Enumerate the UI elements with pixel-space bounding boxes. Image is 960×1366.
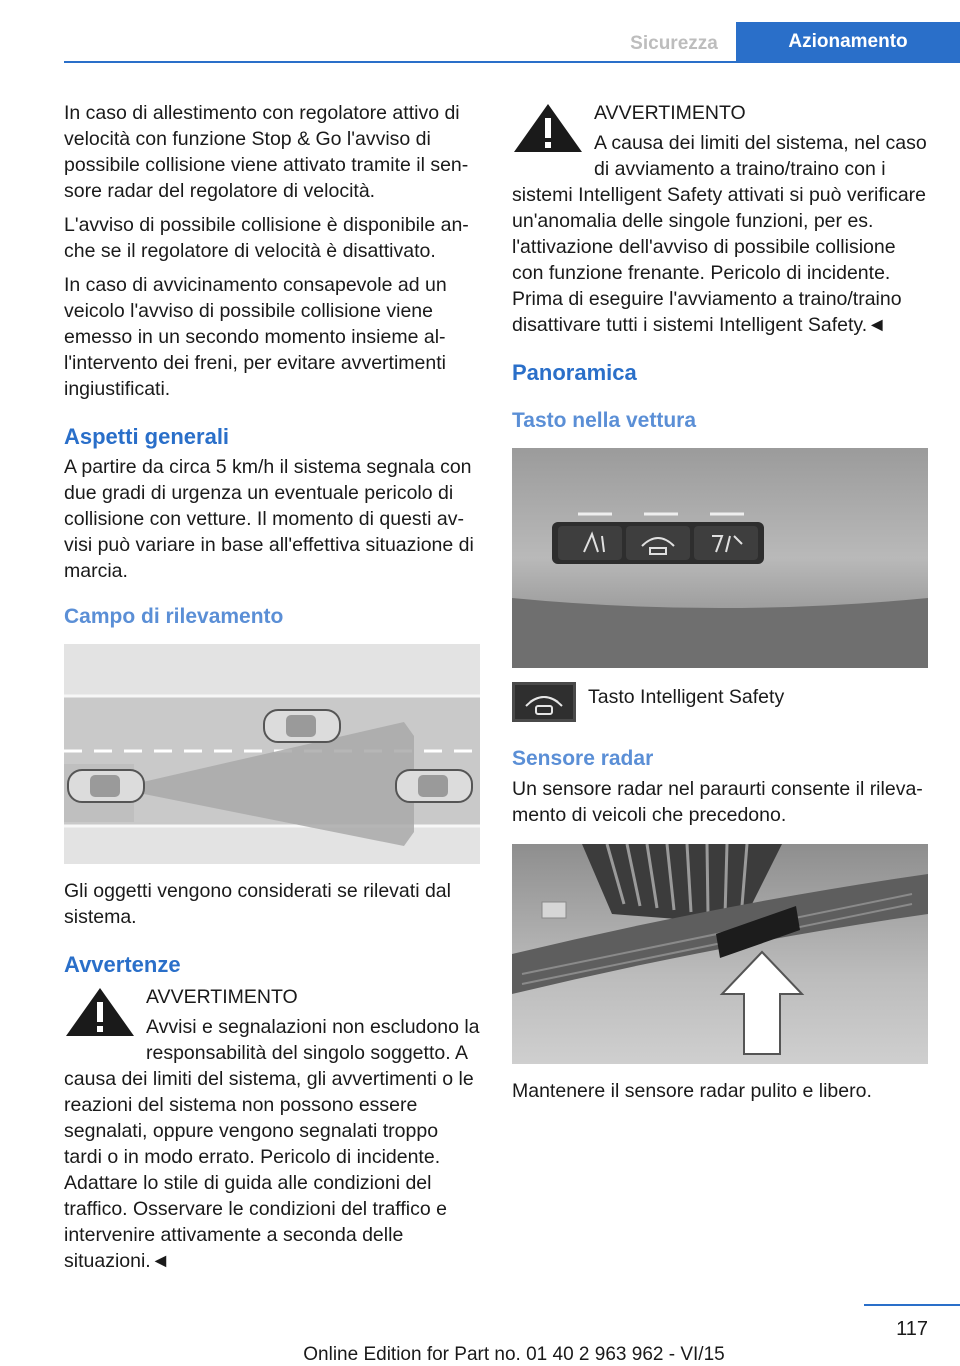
warning-block bbox=[64, 984, 480, 1274]
tasto-caption: Tasto Intelligent Safety bbox=[588, 686, 785, 708]
warning-block bbox=[512, 100, 928, 338]
page-number: 117 bbox=[896, 1318, 928, 1340]
warning-title: AVVERTIMENTO bbox=[594, 102, 746, 124]
sensore-paragraph: Un sensore radar nel paraurti consente il rilevamento di veicoli che precedono. bbox=[512, 778, 923, 826]
sensore-caption: Mantenere il sensore radar pulito e libero. bbox=[512, 1080, 872, 1102]
right-column bbox=[512, 100, 928, 1112]
warning-title: AVVERTIMENTO bbox=[146, 986, 298, 1008]
aspetti-paragraph: A partire da circa 5 km/h il sistema segnala con due gradi di urgenza un eventuale pericolo di collisione con vetture. Il momento di questi avvisi può variare in base all'effettiva situazione di marcia. bbox=[64, 456, 474, 582]
warning-text: A causa dei limiti del sistema, nel caso di avviamento a traino/traino con i sistemi Intelligent Safety attivati si può verificare un'anomalia delle singole funzioni, per es. l'attivazione dell'avviso di possibile collisione con funzione frenante. Pericolo di incidente. Prima di eseguire l'avviamento a traino/traino disattivare tutti i sistemi Intelligent Safety.◄ bbox=[512, 132, 927, 336]
radar-sensor-photo bbox=[512, 844, 928, 1064]
intro-paragraph: L'avviso di possibile collisione è disponibile anche se il regolatore di velocità è disattivato. bbox=[64, 214, 469, 262]
heading-panoramica: Panoramica bbox=[512, 360, 637, 385]
detection-range-figure bbox=[64, 644, 480, 864]
heading-avvertenze: Avvertenze bbox=[64, 952, 181, 977]
car-left bbox=[68, 770, 144, 802]
heading-aspetti-generali: Aspetti generali bbox=[64, 424, 230, 449]
heading-sensore-radar: Sensore radar bbox=[512, 747, 654, 770]
car-front bbox=[264, 710, 340, 742]
car-own bbox=[396, 770, 472, 802]
campo-caption: Gli oggetti vengono considerati se rilevati dal sistema. bbox=[64, 880, 451, 928]
intelligent-safety-button-icon bbox=[512, 682, 576, 722]
heading-campo-rilevamento: Campo di rilevamento bbox=[64, 605, 284, 628]
intro-paragraph: In caso di allestimento con regolatore attivo di velocità con funzione Stop & Go l'avviso di possibile collisione viene attivato tramite il sensore radar del regolatore di velocità. bbox=[64, 102, 469, 202]
tasto-legend bbox=[512, 682, 928, 722]
footer-rule bbox=[864, 1304, 960, 1306]
intro-paragraph: In caso di avvicinamento consapevole ad un veicolo l'avviso di possibile collisione viene emesso in un secondo momento insieme all'intervento dei freni, per evitare avvertimenti ingiustificati. bbox=[64, 274, 447, 400]
warning-text: Avvisi e segnalazioni non escludono la responsabilità del singolo soggetto. A causa dei limiti del sistema, gli avvertimenti o le reazioni del sistema non possono essere segnalati, oppure vengono segnalati troppo tardi o in modo errato. Pericolo di incidente. Adattare lo stile di guida alle condizioni del traffico. Osservare le condizioni del traffico e intervenire attivamente a seconda delle situazioni.◄ bbox=[64, 1016, 480, 1272]
header-tab-sicurezza[interactable]: Sicurezza bbox=[630, 32, 718, 54]
header-tab-azionamento[interactable]: Azionamento bbox=[736, 22, 960, 62]
button-panel-photo bbox=[512, 448, 928, 668]
edition-footer: Online Edition for Part no. 01 40 2 963 962 - VI/15 bbox=[303, 1344, 725, 1365]
warning-triangle-icon bbox=[64, 986, 136, 1038]
left-column bbox=[64, 100, 480, 1282]
heading-tasto-vettura: Tasto nella vettura bbox=[512, 409, 696, 432]
header-rule bbox=[64, 61, 960, 63]
warning-triangle-icon bbox=[512, 102, 584, 154]
